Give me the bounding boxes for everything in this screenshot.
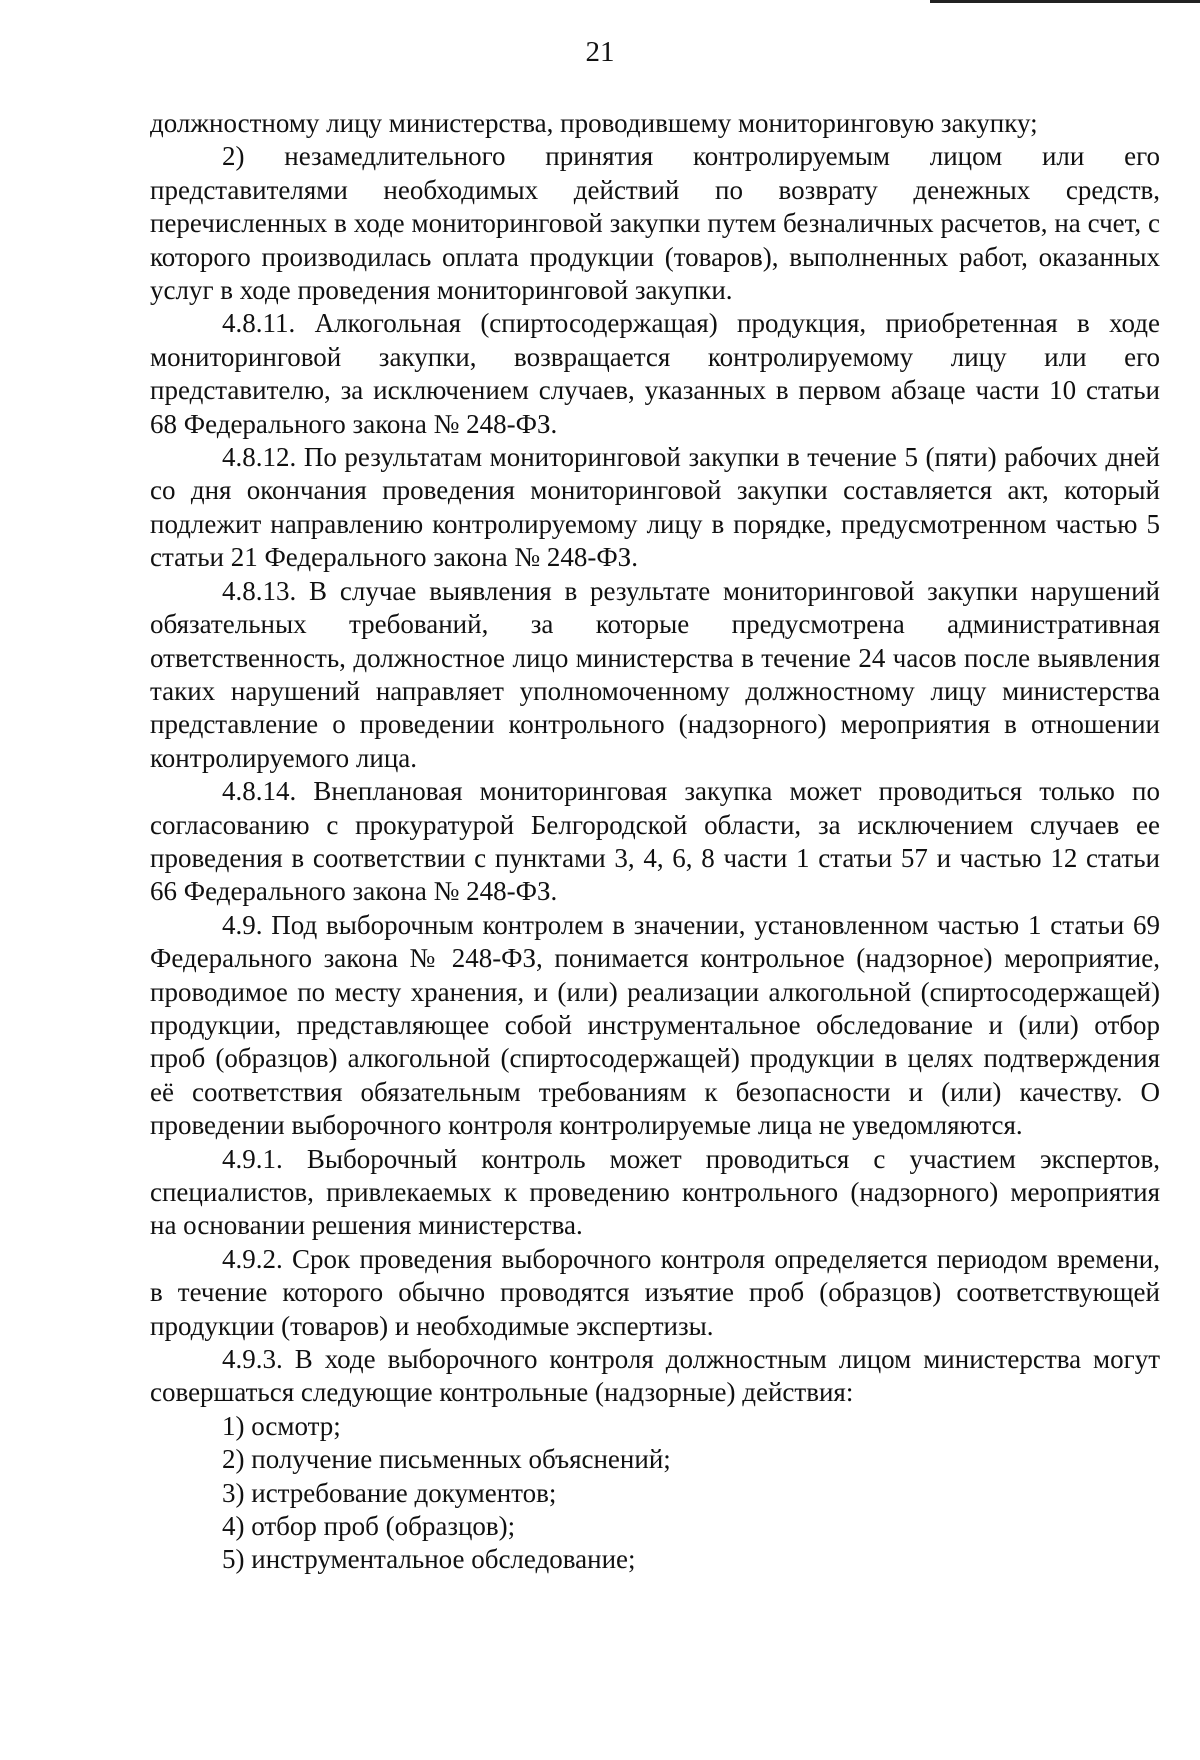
paragraph-4-8-13: 4.8.13. В случае выявления в результате мониторинговой закупки нарушений обязательных требований, за которые предусмотрена административная ответственность, должностное лицо министерства в течение 24 часов после выявления таких нарушений направляет уполномоченному должностному лицу министерства представление о проведении контрольного (надзорного) мероприятия в отношении контролируемого лица.: [150, 575, 1160, 773]
paragraph-4-8-12: 4.8.12. По результатам мониторинговой закупки в течение 5 (пяти) рабочих дней со дня окончания проведения мониторинговой закупки составляется акт, который подлежит направлению контролируемому лицу в порядке, предусмотренном частью 5 статьи 21 Федерального закона № 248-ФЗ.: [150, 442, 1160, 573]
document-body: [150, 107, 1160, 1577]
paragraph-continuation: должностному лицу министерства, проводившему мониторинговую закупку;: [150, 108, 1038, 138]
paragraph-4-8-14: 4.8.14. Внеплановая мониторинговая закупка может проводиться только по согласованию с прокуратурой Белгородской области, за исключением случаев ее проведения в соответствии с пунктами 3, 4, 6, 8 части 1 статьи 57 и частью 12 статьи 66 Федерального закона № 248-ФЗ.: [150, 776, 1160, 907]
list-item-3: 3) истребование документов;: [222, 1477, 557, 1508]
paragraph-4-9-1: 4.9.1. Выборочный контроль может проводиться с участием экспертов, специалистов, привлекаемых к проведению контрольного (надзорного) мероприятия на основании решения министерства.: [150, 1143, 1160, 1241]
paragraph-4-9-2: 4.9.2. Срок проведения выборочного контроля определяется периодом времени, в течение которого обычно проводятся изъятие проб (образцов) соответствующей продукции (товаров) и необходимые экспертизы.: [150, 1243, 1160, 1341]
list-item-2: 2) получение письменных объяснений;: [222, 1444, 671, 1475]
paragraph-4-9: 4.9. Под выборочным контролем в значении, установленном частью 1 статьи 69 Федерального закона № 248-ФЗ, понимается контрольное (надзорное) мероприятие, проводимое по месту хранения, и (или) реализации алкогольной (спиртосодержащей) продукции, представляющее собой инструментальное обследование и (или) отбор проб (образцов) алкогольной (спиртосодержащей) продукции в целях подтверждения её соответствия обязательным требованиям к безопасности и (или) качеству. О проведении выборочного контроля контролируемые лица не уведомляются.: [150, 909, 1160, 1141]
list-item-4: 4) отбор проб (образцов);: [222, 1511, 516, 1542]
paragraph-4-8-11: 4.8.11. Алкогольная (спиртосодержащая) продукция, приобретенная в ходе мониторинговой закупки, возвращается контролируемому лицу или его представителю, за исключением случаев, указанных в первом абзаце части 10 статьи 68 Федерального закона № 248-ФЗ.: [150, 308, 1160, 439]
page-number: 21: [585, 36, 615, 68]
paragraph-4-9-3: 4.9.3. В ходе выборочного контроля должностным лицом министерства могут совершаться следующие контрольные (надзорные) действия:: [150, 1344, 1160, 1408]
paragraph-item-2: 2) незамедлительного принятия контролируемым лицом или его представителями необходимых действий по возврату денежных средств, перечисленных в ходе мониторинговой закупки путем безналичных расчетов, на счет, с которого производилась оплата продукции (товаров), выполненных работ, оказанных услуг в ходе проведения мониторинговой закупки.: [150, 141, 1160, 306]
list-item-5: 5) инструментальное обследование;: [222, 1544, 636, 1575]
top-rule: [930, 0, 1200, 3]
list-item-1: 1) осмотр;: [222, 1410, 341, 1441]
